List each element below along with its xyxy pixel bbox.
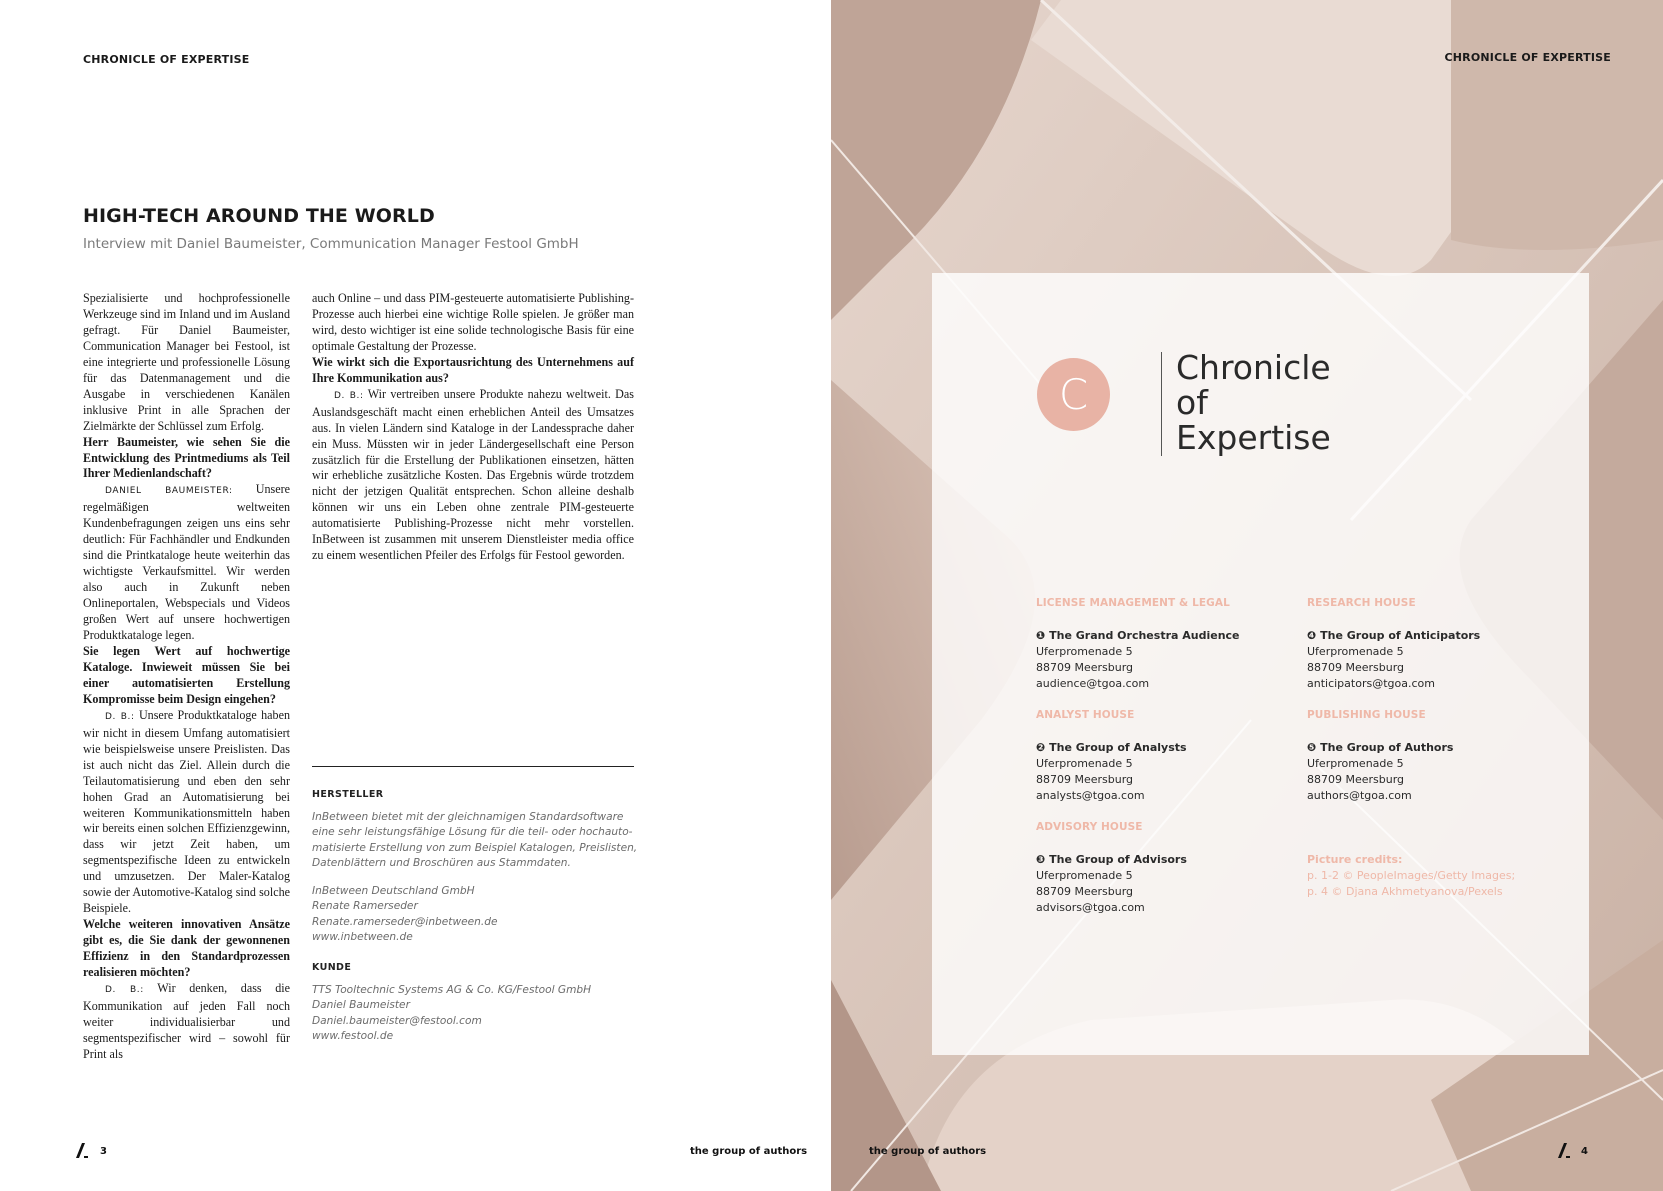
answer-text: Wir denken, dass die Kommunikation auf jeden Fall noch weiter individualisierbar und segmentspezifischer wird – sowohl für Print als (83, 980, 290, 1061)
street: Uferpromenade 5 (1036, 757, 1133, 770)
speaker-label: D. B.: (105, 711, 135, 722)
right-page (831, 0, 1663, 1191)
website-link[interactable]: www.festool.de (312, 1029, 394, 1042)
answer-text: Unsere regelmäßigen weltweiten Kundenbefragungen zeigen uns eins sehr deutlich: Für Fachhändler und Endkunden sind die Printkataloge heute weiterhin das wichtigste Verkaufsmittel. Wir werden also auch in Zukunft neben Onlineportalen, Webspecials und Videos großen Wert auf unsere hochwertigen Produktkataloge legen. (83, 482, 290, 643)
answer (83, 708, 290, 917)
address-block (1307, 628, 1480, 692)
left-page (0, 0, 831, 1191)
email-link[interactable]: authors@tgoa.com (1307, 789, 1412, 802)
text-line: eine sehr leistungsfähige Lösung für die teil- oder hochauto- (312, 826, 633, 839)
folio-mark-icon (1558, 1143, 1570, 1158)
answer-text: Wir vertreiben unsere Produkte nahezu weltweit. Das Auslandsgeschäft macht einen erheblichen Anteil des Umsatzes aus. In vielen Ländern sind Kataloge in der Landessprache daher ein Muss. Müssten wir in jeder Ländergesellschaft eine Person zusätzlich für die Erstellung der Publikationen einsetzen, hätten wir erhebliche zusätzliche Kosten. Das Ergebnis würde trotzdem nicht der jetzigen Qualität entsprechen. Schon alleine deshalb können wir uns ein Leben ohne zentrale PIM-gesteuerte automatisierte Publishing-Prozesse nicht mehr vorstellen. InBetween ist zusammen mit unserem Dienstleister media office zu einem wesentlichen Pfeiler des Erfolgs für Festool geworden. (312, 386, 634, 563)
page-number: 3 (100, 1146, 107, 1157)
running-head: CHRONICLE OF EXPERTISE (1444, 51, 1611, 64)
email-link[interactable]: analysts@tgoa.com (1036, 789, 1145, 802)
logo-wordmark (1176, 350, 1331, 455)
address-block (1036, 628, 1240, 692)
address-block (1307, 740, 1453, 804)
article-title: HIGH-TECH AROUND THE WORLD (83, 205, 435, 227)
answer-text: Unsere Produktkataloge haben wir nicht in diesem Umfang automatisiert wie beispielsweise unsere Preislisten. Das ist auch nicht das Ziel. Allein durch die Teilautomatisierung und eben den sehr hohen Grad an Automatisierung bei weiteren Kommunikationsmitteln haben wir bereits einen solchen Effizienzgewinn, dass wir jetzt Zeit haben, um segmentspezifische Ideen zu entwickeln und umzusetzen. Der Maler-Katalog sowie der Automotive-Katalog sind solche Beispiele. (83, 707, 290, 916)
credit-line: p. 4 © Djana Akhmetyanova/Pexels (1307, 885, 1503, 898)
question: Wie wirkt sich die Exportausrichtung des Unternehmens auf Ihre Kommunikation aus? (312, 354, 634, 385)
logo-line: of (1176, 383, 1208, 422)
contact-email[interactable]: Daniel.baumeister@festool.com (312, 1014, 482, 1027)
org-name: ❺ The Group of Authors (1307, 741, 1454, 754)
text-line: InBetween bietet mit der gleichnamigen Standardsoftware (312, 811, 624, 823)
city: 88709 Meersburg (1036, 773, 1134, 786)
answer (312, 387, 634, 564)
manufacturer-contact (312, 884, 634, 945)
running-head: CHRONICLE OF EXPERTISE (83, 53, 250, 66)
credit-line: p. 1-2 © PeopleImages/Getty Images; (1307, 869, 1516, 882)
org-name: ❶ The Grand Orchestra Audience (1036, 629, 1240, 642)
customer-heading: KUNDE (312, 962, 352, 973)
footer-publisher: the group of authors (690, 1146, 808, 1157)
folio-mark-icon (76, 1143, 88, 1158)
logo-line: Chronicle (1176, 348, 1331, 387)
company-name: TTS Tooltechnic Systems AG & Co. KG/Festool GmbH (312, 984, 592, 996)
logo-mark-icon: C (1037, 358, 1110, 431)
address-block (1036, 852, 1187, 916)
article-subtitle: Interview mit Daniel Baumeister, Communication Manager Festool GmbH (83, 236, 579, 252)
article-column-2 (312, 291, 634, 564)
text-line: Datenblättern und Broschüren aus Stammdaten. (312, 856, 571, 869)
footer-publisher: the group of authors (869, 1146, 987, 1157)
section-heading: RESEARCH HOUSE (1307, 597, 1416, 609)
logo-line: Expertise (1176, 418, 1331, 457)
city: 88709 Meersburg (1036, 885, 1134, 898)
section-heading: LICENSE MANAGEMENT & LEGAL (1036, 597, 1230, 609)
section-heading: ANALYST HOUSE (1036, 709, 1135, 721)
answer (83, 981, 290, 1063)
org-name: ❸ The Group of Advisors (1036, 853, 1187, 866)
website-link[interactable]: www.inbetween.de (312, 930, 413, 943)
paragraph: auch Online – und dass PIM-gesteuerte automatisierte Publishing-Prozesse auch hierbei eine wichtige Rolle spielen. Je größer man wird, desto wichtiger ist eine solide technologische Basis für eine optimale Gestaltung der Prozesse. (312, 291, 634, 353)
city: 88709 Meersburg (1307, 773, 1405, 786)
answer (83, 482, 290, 644)
speaker-label: D. B.: (105, 984, 144, 995)
address-block (1036, 740, 1187, 804)
text-line: matisierte Erstellung von zum Beispiel Katalogen, Preislisten, (312, 841, 638, 854)
customer-contact (312, 983, 634, 1044)
city: 88709 Meersburg (1036, 661, 1134, 674)
street: Uferpromenade 5 (1307, 645, 1404, 658)
section-heading: PUBLISHING HOUSE (1307, 709, 1426, 721)
street: Uferpromenade 5 (1036, 869, 1133, 882)
street: Uferpromenade 5 (1307, 757, 1404, 770)
email-link[interactable]: anticipators@tgoa.com (1307, 677, 1435, 690)
section-heading: ADVISORY HOUSE (1036, 821, 1143, 833)
manufacturer-description (312, 810, 638, 871)
contact-name: Daniel Baumeister (312, 999, 410, 1012)
credits-title: Picture credits: (1307, 853, 1403, 866)
org-name: ❹ The Group of Anticipators (1307, 629, 1481, 642)
picture-credits (1307, 852, 1515, 900)
divider (312, 766, 634, 767)
intro-paragraph: Spezialisierte und hochprofessionelle Werkzeuge sind im Inland und im Ausland gefragt. Für Daniel Baumeister, Communication Manager bei Festool, ist eine integrierte und professionelle Lösung für das Datenmanagement und die Ausgabe in verschiedenen Kanälen inklusive Print in alle Sprachen der Zielmärkte der Schlüssel zum Erfolg. (83, 291, 290, 433)
email-link[interactable]: audience@tgoa.com (1036, 677, 1150, 690)
street: Uferpromenade 5 (1036, 645, 1133, 658)
company-name: InBetween Deutschland GmbH (312, 885, 475, 897)
question: Welche weiteren innovativen Ansätze gibt es, die Sie dank der gewonnenen Effizienz in den Standardprozessen realisieren möchten? (83, 917, 290, 980)
contact-email[interactable]: Renate.ramerseder@inbetween.de (312, 915, 498, 928)
speaker-label: DANIEL BAUMEISTER: (105, 486, 233, 497)
article-column-1 (83, 291, 290, 1063)
contact-name: Renate Ramerseder (312, 900, 418, 913)
speaker-label: D. B.: (334, 390, 364, 401)
question: Herr Baumeister, wie sehen Sie die Entwicklung des Printmediums als Teil Ihrer Medienlandschaft? (83, 434, 290, 481)
city: 88709 Meersburg (1307, 661, 1405, 674)
question: Sie legen Wert auf hochwertige Kataloge. Inwieweit müssen Sie bei einer automatisierten Erstellung Kompromisse beim Design eingehen? (83, 643, 290, 706)
email-link[interactable]: advisors@tgoa.com (1036, 901, 1145, 914)
logo-divider (1161, 352, 1162, 456)
manufacturer-heading: HERSTELLER (312, 789, 384, 800)
org-name: ❷ The Group of Analysts (1036, 741, 1187, 754)
page-number: 4 (1581, 1146, 1588, 1157)
